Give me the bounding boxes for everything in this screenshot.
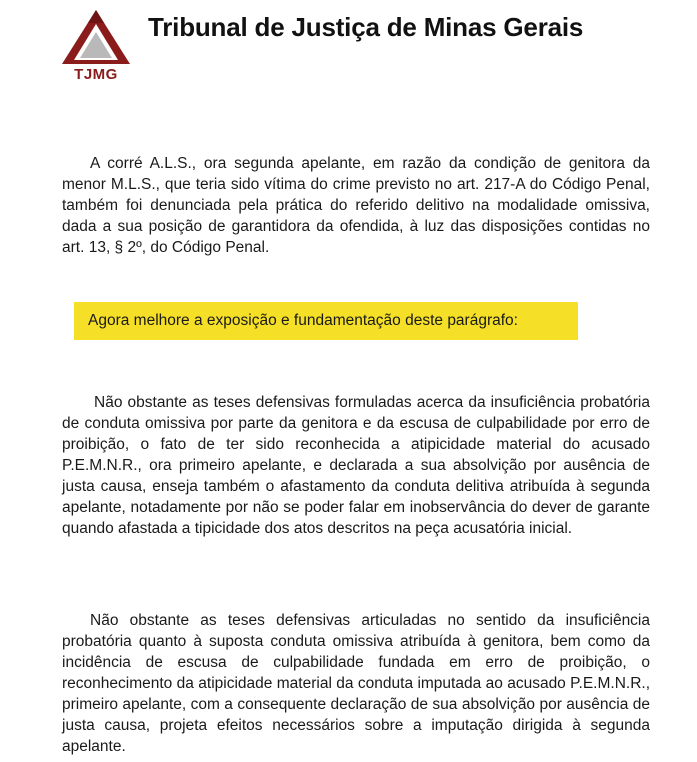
instruction-text: Agora melhore a exposição e fundamentação deste parágrafo: xyxy=(88,312,518,329)
paragraph-original: A corré A.L.S., ora segunda apelante, em razão da condição de genitora da menor M.L.S., que teria sido vítima do crime previsto no art. 217-A do Código Penal, também foi denunciada pela prática do referido delitivo na modalidade omissiva, dada a sua posição de garantidora da ofendida, à luz das disposições contidas no art. 13, § 2º, do Código Penal. xyxy=(62,155,650,256)
page-title: Tribunal de Justiça de Minas Gerais xyxy=(148,12,584,42)
instruction-highlight xyxy=(74,302,578,340)
paragraph-improved: Não obstante as teses defensivas articuladas no sentido da insuficiência probatória quanto à suposta conduta omissiva atribuída à genitora, bem como da incidência de escusa de culpabilidade fundada em erro de proibição, o reconhecimento da atipicidade material da conduta imputada ao acusado P.E.M.N.R., primeiro apelante, com a consequente declaração de sua absolvição por ausência de justa causa, projeta efeitos necessários sobre a imputação dirigida à segunda apelante. xyxy=(62,612,650,755)
logo-text: TJMG xyxy=(74,66,118,83)
paragraph-draft: Não obstante as teses defensivas formuladas acerca da insuficiência probatória de conduta omissiva por parte da genitora e da escusa de culpabilidade por erro de proibição, o fato de ter sido reconhecida a atipicidade material do acusado P.E.M.N.R., ora primeiro apelante, e declarada a sua absolvição por ausência de justa causa, enseja também o afastamento da conduta delitiva atribuída à segunda apelante, notadamente por não se poder falar em inobservância do dever de garante quando afastada a tipicidade dos atos descritos na peça acusatória inicial. xyxy=(62,394,650,537)
triangle-logo-icon xyxy=(60,8,132,68)
document-header xyxy=(0,0,697,90)
tjmg-logo xyxy=(60,8,132,88)
